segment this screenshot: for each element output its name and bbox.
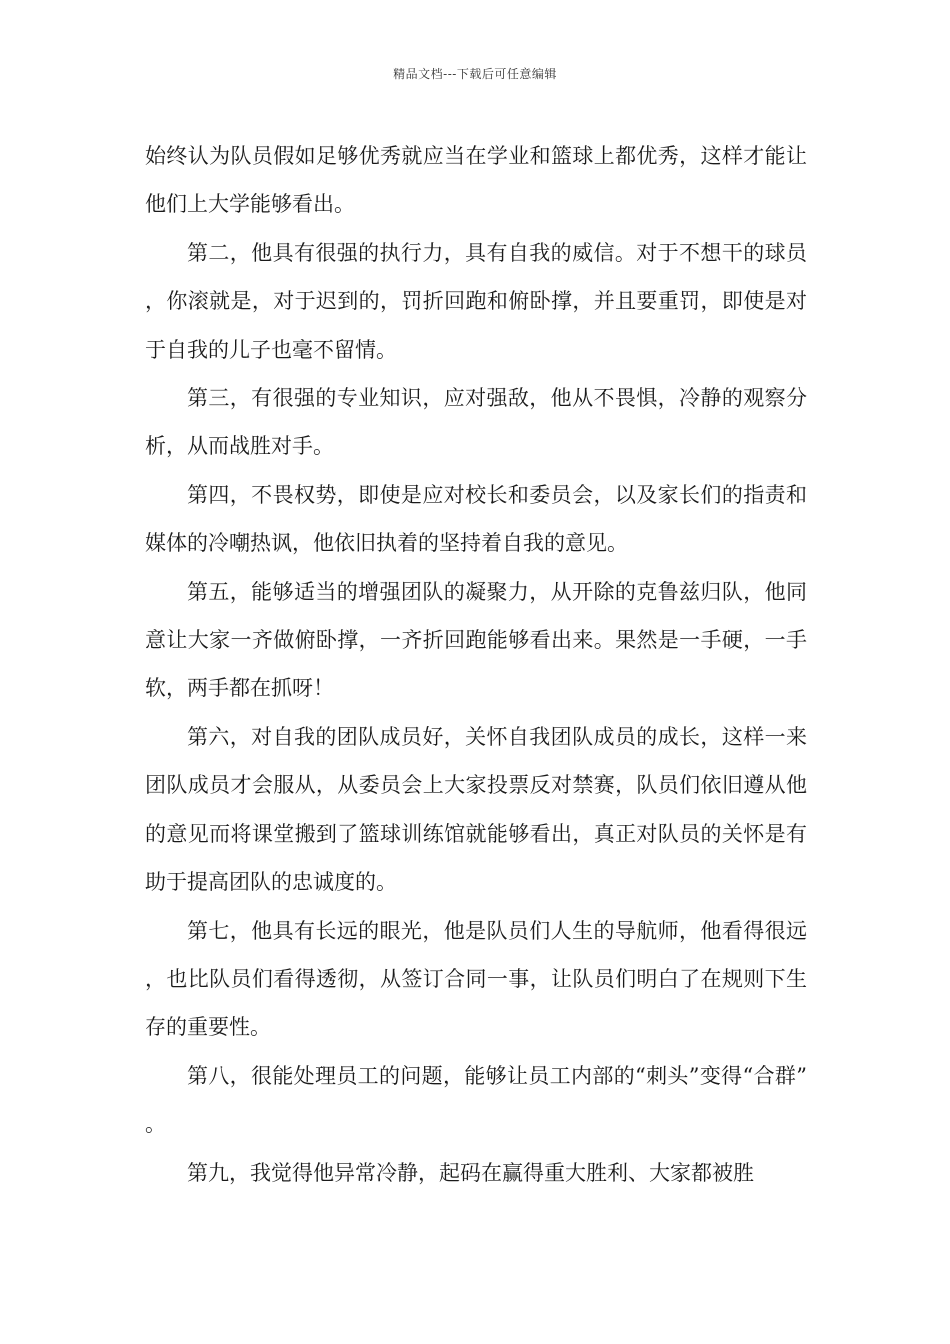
- paragraph: 第五，能够适当的增强团队的凝聚力，从开除的克鲁兹归队，他同意让大家一齐做俯卧撑，一齐折回跑能够看出来。果然是一手硬，一手软，两手都在抓呀！: [145, 579, 807, 701]
- paragraph: 第四，不畏权势，即使是应对校长和委员会，以及家长们的指责和媒体的冷嘲热讽，他依旧执着的坚持着自我的意见。: [145, 482, 807, 556]
- paragraph: 第六，对自我的团队成员好，关怀自我团队成员的成长，这样一来团队成员才会服从，从委员会上大家投票反对禁赛，队员们依旧遵从他的意见而将课堂搬到了篮球训练馆就能够看出，真正对队员的关怀是有助于提高团队的忠诚度的。: [145, 724, 807, 895]
- paragraph: 第九，我觉得他异常冷静，起码在赢得重大胜利、大家都被胜: [187, 1160, 754, 1185]
- paragraph: 第八，很能处理员工的问题，能够让员工内部的“刺头”变得“合群”。: [145, 1063, 807, 1137]
- paragraph: 第七，他具有长远的眼光，他是队员们人生的导航师，他看得很远，也比队员们看得透彻，从签订合同一事，让队员们明白了在规则下生存的重要性。: [145, 918, 807, 1040]
- paragraph: 第三，有很强的专业知识，应对强敌，他从不畏惧，冷静的观察分析，从而战胜对手。: [145, 386, 807, 459]
- paragraph: 第二，他具有很强的执行力，具有自我的威信。对于不想干的球员，你滚就是，对于迟到的，罚折回跑和俯卧撑，并且要重罚，即使是对于自我的儿子也毫不留情。: [145, 240, 807, 362]
- page-header: 精品文档---下载后可任意编辑: [393, 67, 557, 81]
- paragraph: 始终认为队员假如足够优秀就应当在学业和篮球上都优秀，这样才能让他们上大学能够看出。: [145, 144, 807, 217]
- document-body: [145, 132, 807, 1197]
